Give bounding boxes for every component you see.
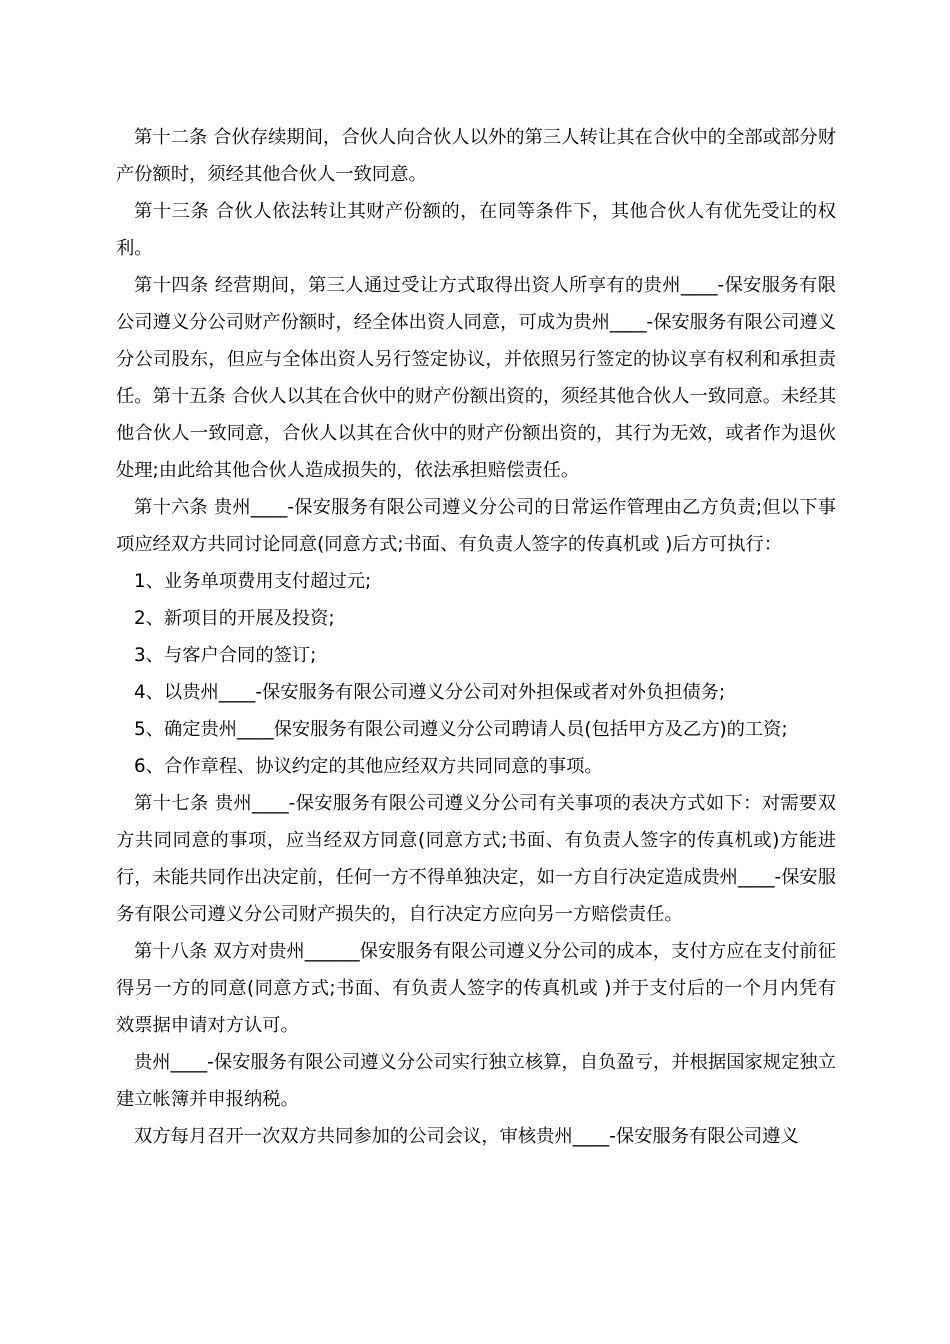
list-item-6: 6、合作章程、协议约定的其他应经双方共同同意的事项。: [134, 756, 603, 777]
list-item-3: 3、与客户合同的签订;: [134, 645, 317, 666]
article-17-paragraph: 第十七条 贵州____-保安服务有限公司遵义分公司有关事项的表决方式如下：对需要双方共同同意的事项，应当经双方同意(同意方式;书面、有负责人签字的传真机或)方能进行，未能共同作出决定前，任何一方不得单独决定，如一方自行决定造成贵州____-保安服务有限公司遵义分公司财产损失的，自行决定方应向另一方赔偿责任。: [116, 793, 836, 925]
article-14-15-paragraph: 第十四条 经营期间，第三人通过受让方式取得出资人所享有的贵州____-保安服务有限公司遵义分公司财产份额时，经全体出资人同意，可成为贵州____-保安服务有限公司遵义分公司股东，但应与全体出资人另行签定协议，并依照另行签定的协议享有权利和承担责任。第十五条 合伙人以其在合伙中的财产份额出资的，须经其他合伙人一致同意。未经其他合伙人一致同意，合伙人以其在合伙中的财产份额出资的，其行为无效，或者作为退伙处理;由此给其他合伙人造成损失的，依法承担赔偿责任。: [116, 275, 836, 481]
document-body: [116, 119, 836, 1155]
accounting-paragraph: 贵州____-保安服务有限公司遵义分公司实行独立核算，自负盈亏，并根据国家规定独立建立帐簿并申报纳税。: [116, 1052, 836, 1110]
article-18-paragraph: 第十八条 双方对贵州______保安服务有限公司遵义分公司的成本，支付方应在支付前征得另一方的同意(同意方式;书面、有负责人签字的传真机或 )并于支付后的一个月内凭有效票据申请对方认可。: [116, 941, 836, 1036]
list-item-4: 4、以贵州____-保安服务有限公司遵义分公司对外担保或者对外负担债务;: [134, 682, 726, 703]
list-item-5: 5、确定贵州____保安服务有限公司遵义分公司聘请人员(包括甲方及乙方)的工资;: [134, 719, 788, 740]
article-13-paragraph: 第十三条 合伙人依法转让其财产份额的，在同等条件下，其他合伙人有优先受让的权利。: [116, 201, 836, 259]
monthly-meeting-paragraph: 双方每月召开一次双方共同参加的公司会议，审核贵州____-保安服务有限公司遵义: [134, 1126, 799, 1147]
article-16-paragraph: 第十六条 贵州____-保安服务有限公司遵义分公司的日常运作管理由乙方负责;但以下事项应经双方共同讨论同意(同意方式;书面、有负责人签字的传真机或 )后方可执行：: [116, 497, 836, 555]
list-item-1: 1、业务单项费用支付超过元;: [134, 571, 372, 592]
article-12-paragraph: 第十二条 合伙存续期间，合伙人向合伙人以外的第三人转让其在合伙中的全部或部分财产份额时，须经其他合伙人一致同意。: [116, 127, 836, 185]
list-item-2: 2、新项目的开展及投资;: [134, 608, 335, 629]
